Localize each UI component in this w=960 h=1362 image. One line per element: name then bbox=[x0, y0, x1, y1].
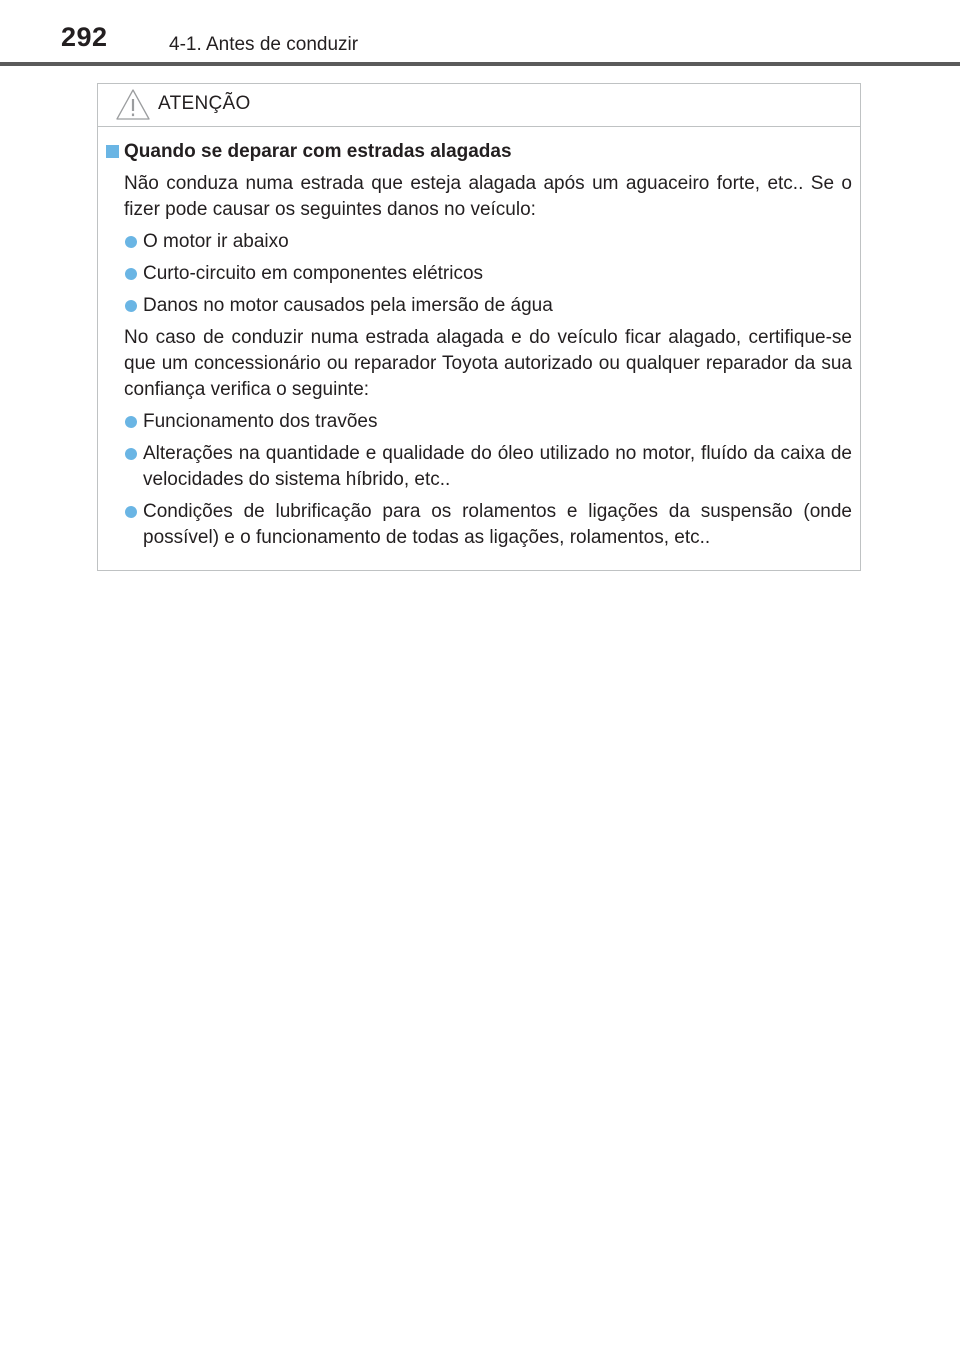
square-bullet-icon bbox=[106, 145, 119, 158]
list-item-text: Alterações na quantidade e qualidade do óleo utilizado no motor, fluído da caixa de velocidades do sistema híbrido, etc.. bbox=[143, 443, 852, 490]
warning-triangle-icon bbox=[115, 88, 151, 121]
circle-bullet-icon bbox=[125, 268, 137, 280]
circle-bullet-icon bbox=[125, 236, 137, 248]
list-item bbox=[124, 499, 852, 551]
warning-label: ATENÇÃO bbox=[158, 93, 251, 114]
warning-box bbox=[97, 83, 861, 571]
warning-content bbox=[98, 139, 860, 551]
circle-bullet-icon bbox=[125, 506, 137, 518]
list-item-text: Funcionamento dos travões bbox=[143, 411, 378, 432]
subheading bbox=[106, 139, 860, 165]
list-item-text: Condições de lubrificação para os rolamentos e ligações da suspensão (onde possível) e o funcionamento de todas as ligações, rolamentos, etc.. bbox=[143, 501, 852, 548]
list-item bbox=[124, 229, 852, 255]
list-item bbox=[124, 293, 852, 319]
list-item-text: Danos no motor causados pela imersão de água bbox=[143, 295, 553, 316]
list-item bbox=[124, 441, 852, 493]
intro-paragraph: Não conduza numa estrada que esteja alagada após um aguaceiro forte, etc.. Se o fizer pode causar os seguintes danos no veículo: bbox=[124, 173, 852, 220]
circle-bullet-icon bbox=[125, 448, 137, 460]
list-item bbox=[124, 409, 852, 435]
page-number: 292 bbox=[61, 22, 108, 52]
list-item bbox=[124, 261, 852, 287]
section-title: 4-1. Antes de conduzir bbox=[169, 34, 359, 55]
warning-header bbox=[98, 84, 860, 127]
followup-paragraph: No caso de conduzir numa estrada alagada e do veículo ficar alagado, certifique-se que um concessionário ou reparador Toyota autorizado ou qualquer reparador da sua confiança verifica o seguinte: bbox=[124, 327, 852, 400]
header-rule bbox=[0, 62, 960, 66]
page-header bbox=[0, 0, 960, 66]
subheading-text: Quando se deparar com estradas alagadas bbox=[124, 141, 512, 162]
circle-bullet-icon bbox=[125, 300, 137, 312]
list-item-text: Curto-circuito em componentes elétricos bbox=[143, 263, 484, 284]
list-item-text: O motor ir abaixo bbox=[143, 231, 289, 252]
circle-bullet-icon bbox=[125, 416, 137, 428]
